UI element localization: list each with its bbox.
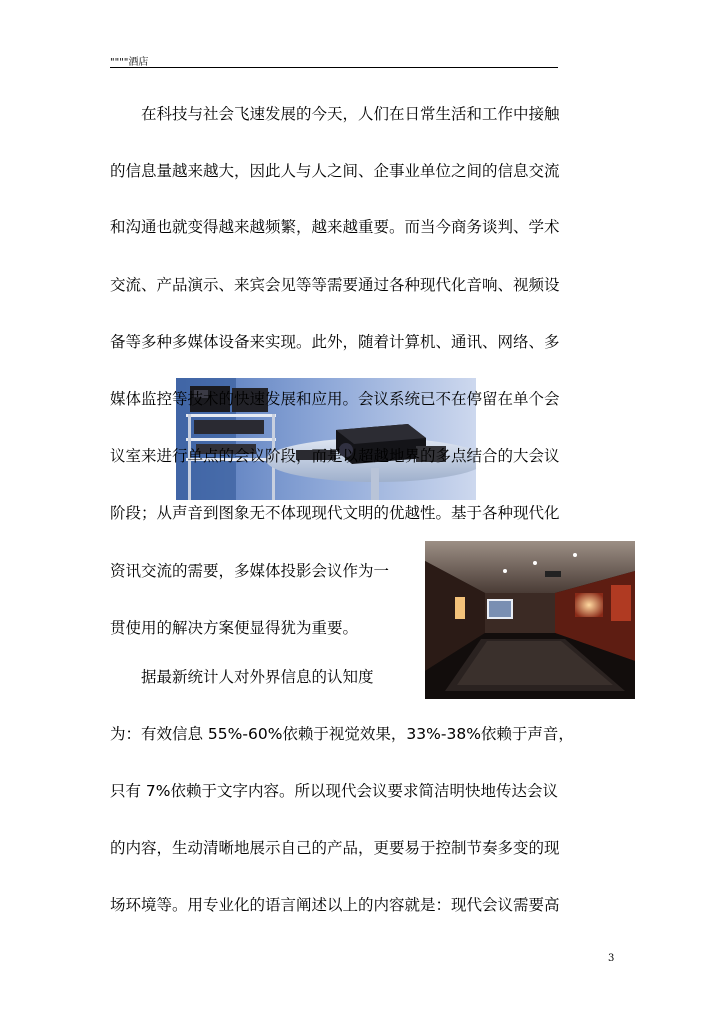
paragraph-line: 只有 7%依赖于文字内容。所以现代会议要求简洁明快地传达会议 xyxy=(110,782,559,800)
paragraph-line: 和沟通也就变得越来越频繁，越来越重要。而当今商务谈判、学术 xyxy=(110,218,560,236)
page-number: 3 xyxy=(608,953,615,964)
paragraph-line: 场环境等。用专业化的语言阐述以上的内容就是：现代会议需要高 xyxy=(110,896,560,914)
paragraph-line: 议室来进行单点的会议阶段，而是以超越地界的多点结合的大会议 xyxy=(110,447,560,465)
paragraph-line: 备等多种多媒体设备来实现。此外，随着计算机、通讯、网络、多 xyxy=(110,333,560,351)
paragraph-line: 据最新统计人对外界信息的认知度 xyxy=(110,668,374,686)
paragraph-line: 媒体监控等技术的快速发展和应用。会议系统已不在停留在单个会 xyxy=(110,390,560,408)
paragraph-line: 贯使用的解决方案便显得犹为重要。 xyxy=(110,619,359,637)
paragraph-line: 资讯交流的需要，多媒体投影会议作为一 xyxy=(110,562,390,580)
header-hotel-name: """"酒店 xyxy=(110,57,149,68)
paragraph-line: 的内容，生动清晰地展示自己的产品，更要易于控制节奏多变的现 xyxy=(110,839,560,857)
paragraph-line: 交流、产品演示、来宾会见等等需要通过各种现代化音响、视频设 xyxy=(110,276,560,294)
paragraph-line: 的信息量越来越大，因此人与人之间、企事业单位之间的信息交流 xyxy=(110,162,560,180)
paragraph-line: 阶段；从声音到图象无不体现现代文明的优越性。基于各种现代化 xyxy=(110,504,560,522)
paragraph-line: 为：有效信息 55%-60%依赖于视觉效果，33%-38%依赖于声音， xyxy=(110,725,574,743)
paragraph-line: 在科技与社会飞速发展的今天，人们在日常生活和工作中接触 xyxy=(110,105,560,123)
header-divider xyxy=(110,67,558,68)
